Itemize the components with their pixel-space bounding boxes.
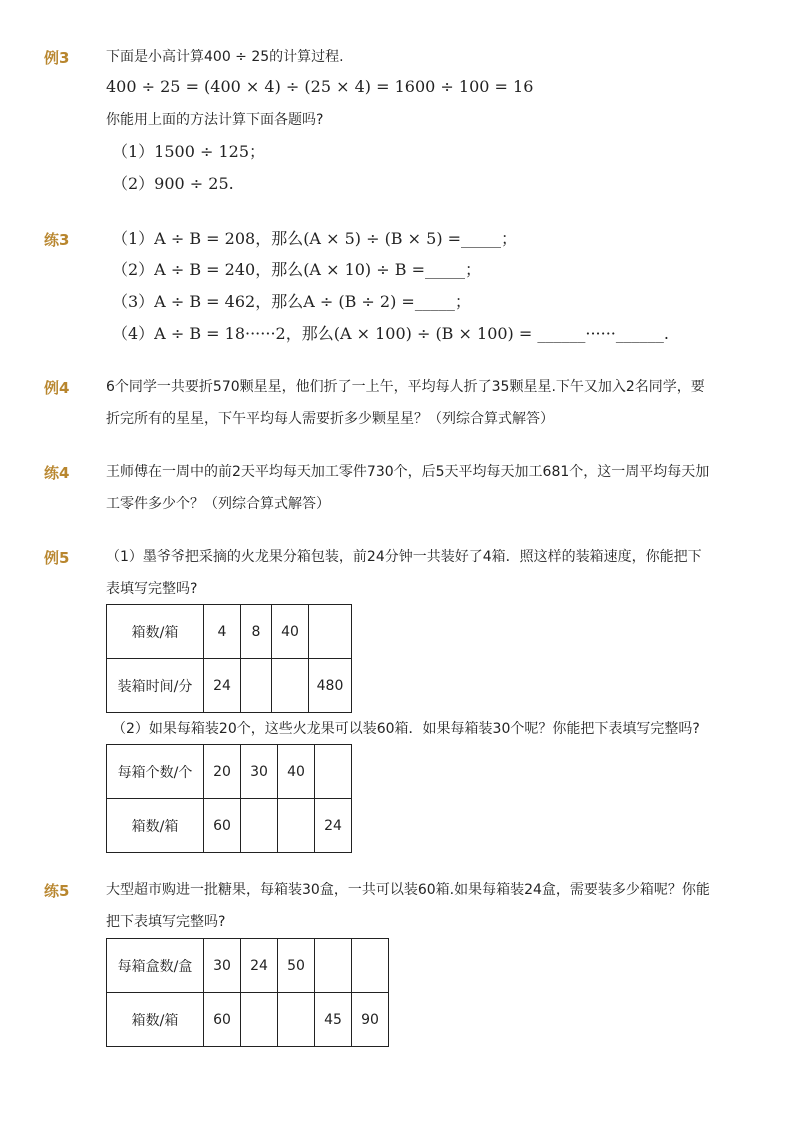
table-cell: 45 — [315, 993, 352, 1047]
table-row — [107, 605, 352, 659]
table-row — [107, 659, 352, 713]
table-header-cell: 每箱个数/个 — [107, 745, 204, 799]
table-cell — [241, 993, 278, 1047]
table-cell: 60 — [204, 993, 241, 1047]
practice-5-table — [106, 938, 389, 1047]
practice-4-text-line-2: 工零件多少个？（列综合算式解答） — [106, 496, 330, 512]
table-cell: 30 — [204, 939, 241, 993]
table-cell: 4 — [204, 605, 241, 659]
table-header-cell: 箱数/箱 — [107, 799, 204, 853]
table-cell — [241, 799, 278, 853]
table-row — [107, 799, 352, 853]
example-5-text-line-3: （2）如果每箱装20个，这些火龙果可以装60箱．如果每箱装30个呢？你能把下表填写完整吗? — [112, 721, 700, 737]
example-3-calculation: 400 ÷ 25 = (400 × 4) ÷ (25 × 4) = 1600 ÷ 100 = 16 — [106, 77, 534, 96]
table-cell — [352, 939, 389, 993]
example-5-table-1 — [106, 604, 352, 713]
practice-3-problem-1: （1）A ÷ B = 208，那么(A × 5) ÷ (B × 5) =_____； — [112, 229, 518, 248]
example-3-problem-1: （1）1500 ÷ 125； — [112, 142, 266, 161]
example-5-text-line-1: （1）墨爷爷把采摘的火龙果分箱包装，前24分钟一共装好了4箱．照这样的装箱速度，你能把下 — [106, 549, 702, 565]
table-cell — [315, 745, 352, 799]
example-5-label: 例5 — [44, 549, 70, 567]
table-cell: 8 — [241, 605, 272, 659]
table-cell — [241, 659, 272, 713]
table-cell: 50 — [278, 939, 315, 993]
table-cell: 24 — [241, 939, 278, 993]
example-4-text-line-2: 折完所有的星星，下午平均每人需要折多少颗星星？（列综合算式解答） — [106, 411, 554, 427]
table-cell: 20 — [204, 745, 241, 799]
practice-3-problem-4: （4）A ÷ B = 18······2，那么(A × 100) ÷ (B × 100) = ______······______. — [112, 324, 669, 343]
practice-4-label: 练4 — [44, 464, 70, 482]
table-cell: 40 — [278, 745, 315, 799]
example-5-table-2 — [106, 744, 352, 853]
example-5-text-line-2: 表填写完整吗? — [106, 581, 198, 597]
practice-4-text-line-1: 王师傅在一周中的前2天平均每天加工零件730个，后5天平均每天加工681个，这一周平均每天加 — [106, 464, 710, 480]
practice-3-problem-2: （2）A ÷ B = 240，那么(A × 10) ÷ B =_____； — [112, 260, 481, 279]
example-4-text-line-1: 6个同学一共要折570颗星星，他们折了一上午，平均每人折了35颗星星.下午又加入2名同学，要 — [106, 379, 705, 395]
practice-3-problem-3: （3）A ÷ B = 462，那么A ÷ (B ÷ 2) =_____； — [112, 292, 471, 311]
example-3-intro: 下面是小高计算400 ÷ 25的计算过程. — [106, 49, 344, 65]
table-cell: 24 — [315, 799, 352, 853]
table-cell: 30 — [241, 745, 278, 799]
table-cell — [315, 939, 352, 993]
table-cell: 40 — [272, 605, 309, 659]
table-header-cell: 每箱盒数/盒 — [107, 939, 204, 993]
example-3-problem-2: （2）900 ÷ 25. — [112, 174, 234, 193]
table-header-cell: 箱数/箱 — [107, 605, 204, 659]
practice-5-text-line-1: 大型超市购进一批糖果，每箱装30盒，一共可以装60箱.如果每箱装24盒，需要装多少箱呢？你能 — [106, 882, 710, 898]
table-cell — [278, 993, 315, 1047]
table-row — [107, 993, 389, 1047]
example-3-label: 例3 — [44, 49, 70, 67]
table-row — [107, 939, 389, 993]
example-4-label: 例4 — [44, 379, 70, 397]
table-cell — [272, 659, 309, 713]
table-cell — [309, 605, 352, 659]
example-3-question: 你能用上面的方法计算下面各题吗? — [106, 112, 324, 128]
table-cell: 480 — [309, 659, 352, 713]
table-cell: 90 — [352, 993, 389, 1047]
table-header-cell: 装箱时间/分 — [107, 659, 204, 713]
table-header-cell: 箱数/箱 — [107, 993, 204, 1047]
practice-5-text-line-2: 把下表填写完整吗? — [106, 914, 226, 930]
table-cell — [278, 799, 315, 853]
practice-3-label: 练3 — [44, 231, 70, 249]
table-cell: 60 — [204, 799, 241, 853]
table-row — [107, 745, 352, 799]
practice-5-label: 练5 — [44, 882, 70, 900]
table-cell: 24 — [204, 659, 241, 713]
